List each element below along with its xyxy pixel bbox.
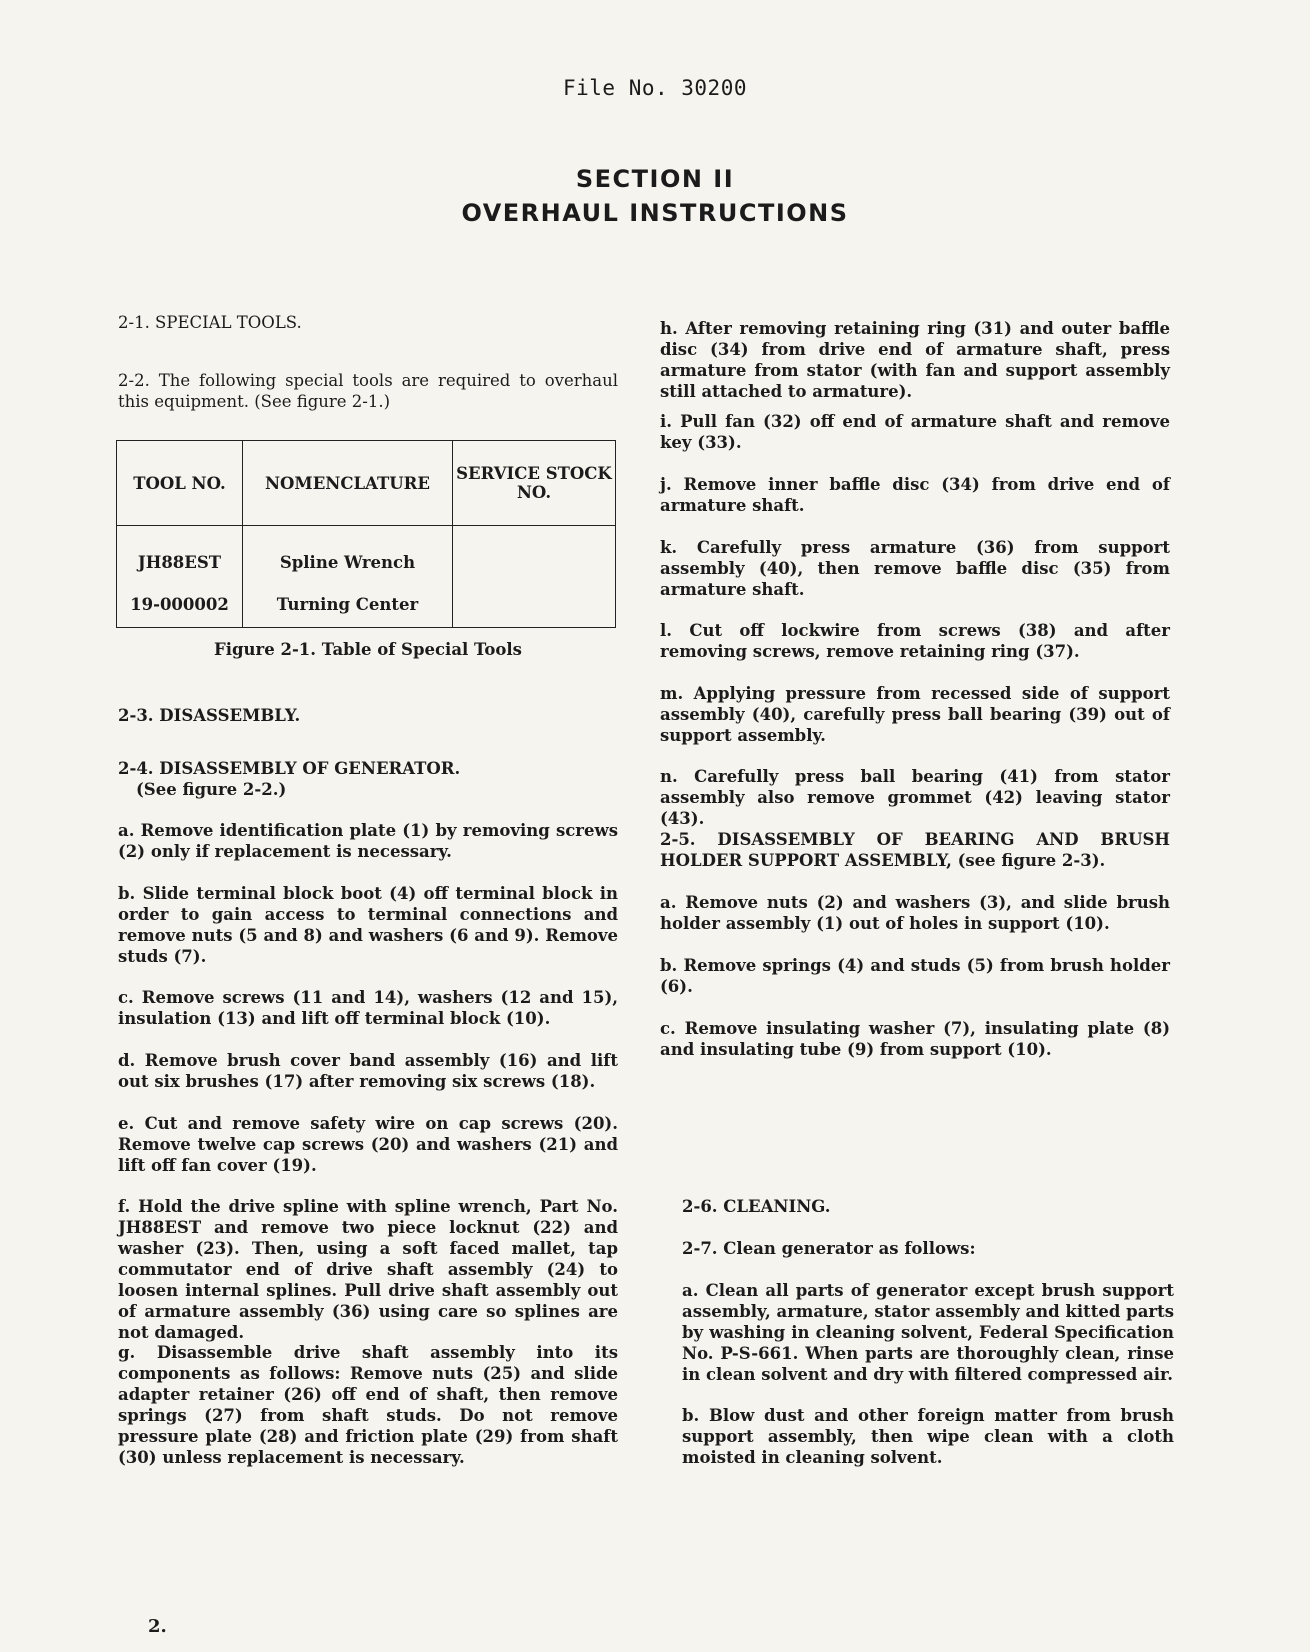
nomenclature-cell bbox=[242, 526, 452, 628]
figure-caption: Figure 2-1. Table of Special Tools bbox=[214, 640, 522, 659]
step-j: j. Remove inner baffle disc (34) from drive end of armature shaft. bbox=[660, 475, 1170, 515]
step-h: h. After removing retaining ring (31) and outer baffle disc (34) from drive end of armature shaft, press armature from stator (with fan and support assembly still attached to armature). bbox=[660, 319, 1170, 401]
table-body-row bbox=[117, 526, 616, 628]
step-2-5-b: b. Remove springs (4) and studs (5) from brush holder (6). bbox=[660, 956, 1170, 996]
step-l: l. Cut off lockwire from screws (38) and after removing screws, remove retaining ring (37). bbox=[660, 621, 1170, 661]
step-d: d. Remove brush cover band assembly (16) and lift out six brushes (17) after removing six screws (18). bbox=[118, 1051, 618, 1091]
para-2-1: 2-1. SPECIAL TOOLS. bbox=[118, 313, 302, 332]
table-header-row bbox=[117, 441, 616, 526]
header-nomenclature: NOMENCLATURE bbox=[242, 441, 452, 526]
page-number: 2. bbox=[148, 1616, 167, 1637]
para-2-4: 2-4. DISASSEMBLY OF GENERATOR. bbox=[118, 759, 461, 778]
section-number: SECTION II bbox=[575, 165, 735, 193]
nomenclature: Turning Center bbox=[276, 595, 419, 614]
header-tool-no: TOOL NO. bbox=[117, 441, 243, 526]
para-2-5: 2-5. DISASSEMBLY OF BEARING AND BRUSH HOLDER SUPPORT ASSEMBLY, (see figure 2-3). bbox=[660, 830, 1170, 870]
para-2-7: 2-7. Clean generator as follows: bbox=[682, 1239, 976, 1258]
header-service-stock-no: SERVICE STOCK NO. bbox=[452, 441, 615, 526]
step-n: n. Carefully press ball bearing (41) from stator assembly also remove grommet (42) leaving stator (43). bbox=[660, 767, 1170, 828]
tool-no-cell bbox=[117, 526, 243, 628]
tool-no: JH88EST bbox=[137, 553, 222, 572]
step-e: e. Cut and remove safety wire on cap screws (20). Remove twelve cap screws (20) and washers (21) and lift off fan cover (19). bbox=[118, 1114, 618, 1175]
para-2-2: 2-2. The following special tools are required to overhaul this equipment. (See figure 2-1.) bbox=[118, 371, 618, 411]
stock-no-cell bbox=[452, 526, 615, 628]
file-number: File No. 30200 bbox=[562, 76, 747, 100]
step-2-7-b: b. Blow dust and other foreign matter from brush support assembly, then wipe clean with a cloth moisted in cleaning solvent. bbox=[682, 1406, 1174, 1467]
section-title: OVERHAUL INSTRUCTIONS bbox=[461, 199, 849, 227]
step-a: a. Remove identification plate (1) by removing screws (2) only if replacement is necessary. bbox=[118, 821, 618, 861]
step-b: b. Slide terminal block boot (4) off terminal block in order to gain access to terminal connections and remove nuts (5 and 8) and washers (6 and 9). Remove studs (7). bbox=[118, 884, 618, 966]
para-2-6: 2-6. CLEANING. bbox=[682, 1197, 831, 1216]
special-tools-table bbox=[116, 440, 616, 628]
step-2-5-a: a. Remove nuts (2) and washers (3), and slide brush holder assembly (1) out of holes in support (10). bbox=[660, 893, 1170, 933]
step-f: f. Hold the drive spline with spline wrench, Part No. JH88EST and remove two piece locknut (22) and washer (23). Then, using a soft faced mallet, tap commutator end of drive shaft assembly (24) to loosen internal splines. Pull drive shaft assembly out of armature assembly (36) using care so splines are not damaged. bbox=[118, 1197, 618, 1342]
step-m: m. Applying pressure from recessed side of support assembly (40), carefully press ball bearing (39) out of support assembly. bbox=[660, 684, 1170, 745]
nomenclature: Spline Wrench bbox=[279, 553, 416, 572]
step-2-7-a: a. Clean all parts of generator except brush support assembly, armature, stator assembly and kitted parts by washing in cleaning solvent, Federal Specification No. P-S-661. When parts are thoroughly clean, rinse in clean solvent and dry with filtered compressed air. bbox=[682, 1281, 1174, 1384]
tool-no: 19-000002 bbox=[130, 595, 229, 614]
step-k: k. Carefully press armature (36) from support assembly (40), then remove baffle disc (35) from armature shaft. bbox=[660, 538, 1170, 599]
step-2-5-c: c. Remove insulating washer (7), insulating plate (8) and insulating tube (9) from support (10). bbox=[660, 1019, 1170, 1059]
step-c: c. Remove screws (11 and 14), washers (12 and 15), insulation (13) and lift off terminal block (10). bbox=[118, 988, 618, 1028]
section-heading bbox=[0, 162, 1310, 230]
para-2-4-sub: (See figure 2-2.) bbox=[136, 780, 287, 799]
step-i: i. Pull fan (32) off end of armature shaft and remove key (33). bbox=[660, 412, 1170, 452]
para-2-3: 2-3. DISASSEMBLY. bbox=[118, 706, 301, 725]
step-g: g. Disassemble drive shaft assembly into its components as follows: Remove nuts (25) and slide adapter retainer (26) off end of shaft, then remove springs (27) from shaft studs. Do not remove pressure plate (28) and friction plate (29) from shaft (30) unless replacement is necessary. bbox=[118, 1343, 618, 1467]
